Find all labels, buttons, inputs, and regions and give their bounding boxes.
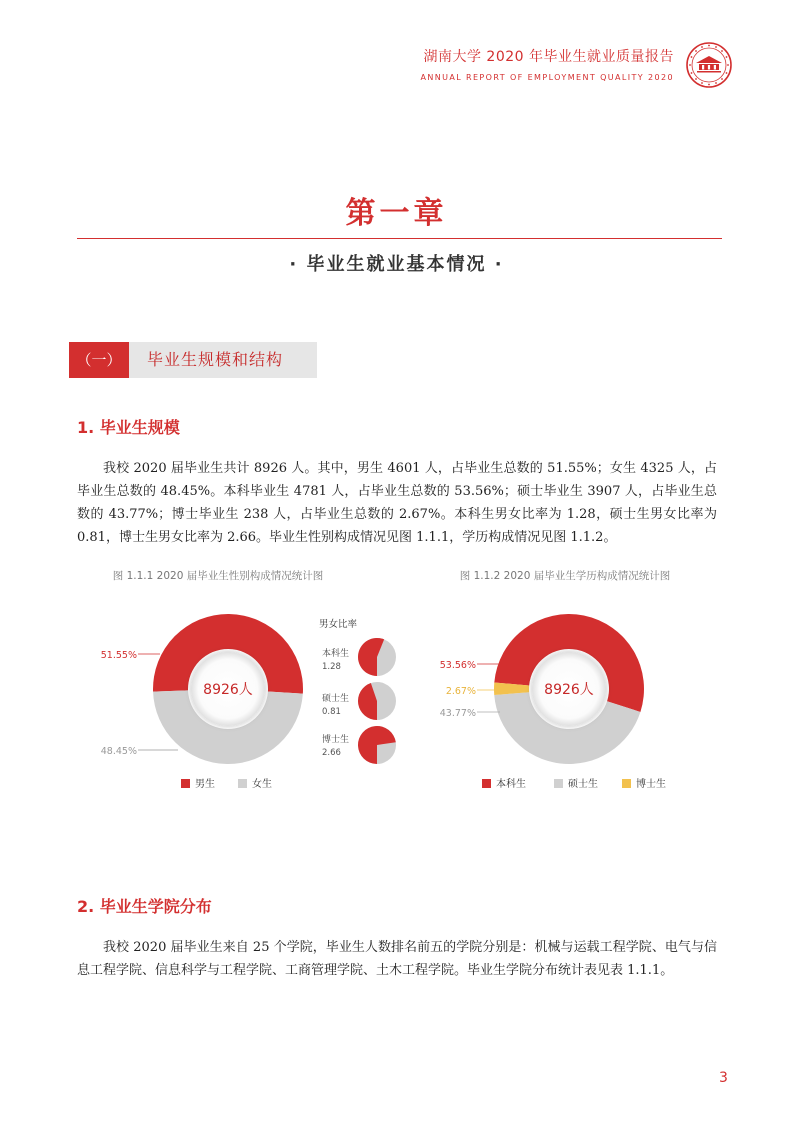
legend-swatch-doctor [622, 779, 631, 788]
chart1-center-label: 8926人 [203, 682, 253, 698]
section-title: 毕业生规模和结构 [147, 350, 284, 369]
legend-swatch-undergrad [482, 779, 491, 788]
ratio-value-undergrad: 1.28 [322, 662, 341, 672]
legend-swatch-master [554, 779, 563, 788]
chapter-divider [77, 238, 722, 239]
paragraph-scale: 我校 2020 届毕业生共计 8926 人。其中，男生 4601 人，占毕业生总数的 51.55%；女生 4325 人，占毕业生总数的 48.45%。本科毕业生 4781 人，占毕业生总数的 53.56%；硕士毕业生 3907 人，占毕业生总数的 43.77%；博士毕业生 238 人，占毕业生总数的 2.67%。本科生男女比率为 1.28，硕士生男女比率为 0.81，博士生男女比率为 2.66。毕业生性别构成情况见图 1.1.1，学历构成情况见图 1.1.2。 [77, 461, 717, 545]
legend-swatch-male [181, 779, 190, 788]
legend-swatch-female [238, 779, 247, 788]
ratio-value-master: 0.81 [322, 707, 341, 717]
chart1-value-label-male: 51.55% [100, 650, 137, 661]
report-header-subtitle: ANNUAL REPORT OF EMPLOYMENT QUALITY 2020 [420, 73, 674, 82]
ratio-value-doctor: 2.66 [322, 748, 341, 758]
ratio-label-doctor: 博士生 [322, 735, 350, 745]
chart1-title: 图 1.1.1 2020 届毕业生性别构成情况统计图 [112, 570, 324, 582]
legend-label-doctor: 博士生 [636, 779, 666, 790]
report-header-title: 湖南大学 2020 年毕业生就业质量报告 [423, 49, 674, 65]
section-number: （一） [69, 342, 129, 378]
chart2-title: 图 1.1.2 2020 届毕业生学历构成情况统计图 [459, 570, 671, 582]
chapter-title: 第一章 [345, 196, 448, 231]
chart2-value-label-doctor: 2.67% [445, 686, 476, 697]
paragraph-colleges: 我校 2020 届毕业生来自 25 个学院，毕业生人数排名前五的学院分别是：机械与运载工程学院、电气与信息工程学院、信息科学与工程学院、工商管理学院、土木工程学院。毕业生学院分布统计表见表 1.1.1。 [77, 940, 717, 978]
subsection-heading-scale: 1. 毕业生规模 [77, 418, 180, 437]
ratio-title: 男女比率 [319, 619, 358, 630]
legend-label-female: 女生 [252, 779, 272, 790]
chapter-subtitle: · 毕业生就业基本情况 · [289, 254, 504, 275]
legend-label-male: 男生 [195, 779, 215, 790]
university-seal-icon [685, 41, 733, 89]
page-number: 3 [719, 1070, 728, 1086]
charts-area [0, 555, 793, 805]
subsection-heading-colleges: 2. 毕业生学院分布 [77, 897, 212, 916]
ratio-label-undergrad: 本科生 [322, 649, 350, 659]
chart1-value-label-female: 48.45% [100, 746, 137, 757]
legend-label-master: 硕士生 [568, 779, 598, 790]
chart2-center-label: 8926人 [544, 682, 594, 698]
chart2-value-label-master: 43.77% [439, 708, 476, 719]
legend-label-undergrad: 本科生 [496, 779, 526, 790]
ratio-label-master: 硕士生 [322, 694, 350, 704]
chart2-value-label-undergrad: 53.56% [439, 660, 476, 671]
